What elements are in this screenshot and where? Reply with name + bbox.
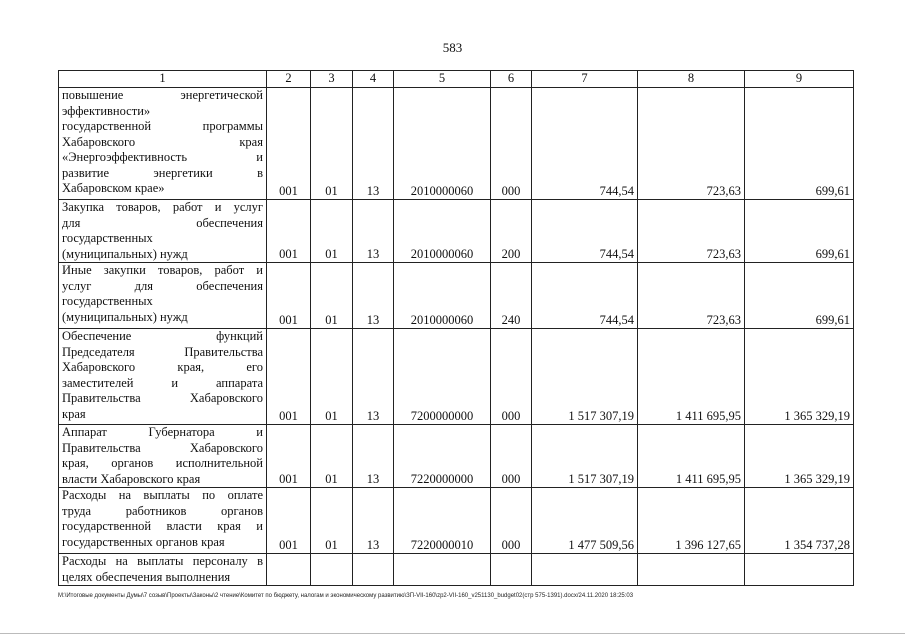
cell-c7: 1 517 307,19	[532, 425, 638, 488]
description-line: Хабаровского края, его	[62, 360, 263, 374]
row-description	[59, 200, 267, 263]
description-line: Расходы на выплаты персоналу в	[62, 554, 263, 568]
cell-c4: 13	[353, 425, 394, 488]
row-description	[59, 425, 267, 488]
cell-c2: 001	[267, 425, 311, 488]
row-description	[59, 554, 267, 586]
description-line: Аппарат Губернатора и	[62, 425, 263, 439]
cell-c3: 01	[311, 88, 353, 200]
cell-c9	[745, 554, 854, 586]
row-description	[59, 329, 267, 425]
table-row	[59, 329, 854, 425]
description-line: Хабаровском крае»	[62, 181, 165, 195]
description-line: государственных	[62, 294, 153, 308]
cell-c3: 01	[311, 200, 353, 263]
cell-c5: 2010000060	[394, 200, 491, 263]
page-edge-rule	[0, 633, 905, 634]
description-line: Обеспечение функций	[62, 329, 263, 343]
cell-c6: 000	[491, 88, 532, 200]
column-header-1: 1	[59, 71, 267, 88]
description-line: (муниципальных) нужд	[62, 309, 188, 324]
description-line: власти Хабаровского края	[62, 471, 201, 486]
description-line: Хабаровского края	[62, 134, 263, 149]
cell-c2: 001	[267, 88, 311, 200]
column-header-5: 5	[394, 71, 491, 88]
cell-c2: 001	[267, 263, 311, 329]
table-row	[59, 554, 854, 586]
file-path-footer: M:\Итоговые документы Думы\7 созыв\Проекты\Законы\2 чтение\Комитет по бюджету, налогам и экономическому развитию\ЗП-VII-160\zp2-VII-160_v251130_budget02(стр 575-1391).docx/24.11.2020 18:25:03	[58, 593, 634, 599]
cell-c5: 7220000010	[394, 488, 491, 554]
description-line: Иные закупки товаров, работ и	[62, 263, 263, 277]
description-line: государственной программы	[62, 119, 263, 133]
table-row	[59, 200, 854, 263]
description-line: Правительства Хабаровского	[62, 440, 263, 455]
description-line: Правительства Хабаровского	[62, 391, 263, 405]
cell-c5	[394, 554, 491, 586]
cell-c5: 2010000060	[394, 88, 491, 200]
cell-c6	[491, 554, 532, 586]
cell-c4: 13	[353, 488, 394, 554]
description-line: повышение энергетической	[62, 88, 263, 102]
description-line: заместителей и аппарата	[62, 375, 263, 390]
cell-c3: 01	[311, 329, 353, 425]
cell-c7: 744,54	[532, 200, 638, 263]
table-row	[59, 263, 854, 329]
cell-c2	[267, 554, 311, 586]
cell-c9: 1 365 329,19	[745, 425, 854, 488]
description-line: государственной власти края и	[62, 519, 263, 533]
cell-c9: 699,61	[745, 200, 854, 263]
row-description	[59, 88, 267, 200]
cell-c8: 723,63	[638, 263, 745, 329]
description-line: Расходы на выплаты по оплате	[62, 488, 263, 502]
cell-c3: 01	[311, 263, 353, 329]
cell-c9: 699,61	[745, 88, 854, 200]
cell-c8: 1 411 695,95	[638, 329, 745, 425]
column-header-8: 8	[638, 71, 745, 88]
cell-c7: 744,54	[532, 263, 638, 329]
cell-c5: 7200000000	[394, 329, 491, 425]
cell-c4: 13	[353, 88, 394, 200]
table-row	[59, 425, 854, 488]
cell-c4	[353, 554, 394, 586]
description-line: целях обеспечения выполнения	[62, 569, 231, 584]
cell-c3: 01	[311, 425, 353, 488]
description-line: Закупка товаров, работ и услуг	[62, 200, 263, 214]
table-row	[59, 488, 854, 554]
description-line: Председателя Правительства	[62, 344, 263, 359]
cell-c3	[311, 554, 353, 586]
column-header-3: 3	[311, 71, 353, 88]
cell-c9: 699,61	[745, 263, 854, 329]
cell-c2: 001	[267, 200, 311, 263]
cell-c8: 723,63	[638, 88, 745, 200]
cell-c7: 1 477 509,56	[532, 488, 638, 554]
table-row	[59, 88, 854, 200]
cell-c8: 1 396 127,65	[638, 488, 745, 554]
cell-c6: 000	[491, 488, 532, 554]
column-header-6: 6	[491, 71, 532, 88]
table-header-row	[59, 71, 854, 88]
row-description	[59, 263, 267, 329]
description-line: края	[62, 406, 86, 421]
cell-c9: 1 354 737,28	[745, 488, 854, 554]
description-line: эффективности»	[62, 103, 151, 118]
page-number: 583	[442, 40, 463, 55]
cell-c6: 000	[491, 329, 532, 425]
description-line: для обеспечения	[62, 215, 263, 230]
cell-c8	[638, 554, 745, 586]
description-line: услуг для обеспечения	[62, 278, 263, 293]
description-line: развитие энергетики в	[62, 165, 263, 180]
cell-c6: 000	[491, 425, 532, 488]
cell-c4: 13	[353, 200, 394, 263]
cell-c7: 1 517 307,19	[532, 329, 638, 425]
cell-c2: 001	[267, 329, 311, 425]
cell-c5: 7220000000	[394, 425, 491, 488]
cell-c2: 001	[267, 488, 311, 554]
cell-c5: 2010000060	[394, 263, 491, 329]
cell-c8: 1 411 695,95	[638, 425, 745, 488]
description-line: государственных	[62, 231, 153, 245]
cell-c4: 13	[353, 263, 394, 329]
cell-c8: 723,63	[638, 200, 745, 263]
column-header-7: 7	[532, 71, 638, 88]
budget-table	[58, 70, 854, 586]
column-header-4: 4	[353, 71, 394, 88]
cell-c6: 200	[491, 200, 532, 263]
cell-c7: 744,54	[532, 88, 638, 200]
cell-c7	[532, 554, 638, 586]
row-description	[59, 488, 267, 554]
description-line: края, органов исполнительной	[62, 456, 263, 470]
cell-c4: 13	[353, 329, 394, 425]
description-line: государственных органов края	[62, 534, 225, 549]
description-line: (муниципальных) нужд	[62, 246, 188, 261]
cell-c6: 240	[491, 263, 532, 329]
description-line: труда работников органов	[62, 503, 263, 518]
description-line: «Энергоэффективность и	[62, 150, 263, 164]
cell-c3: 01	[311, 488, 353, 554]
cell-c9: 1 365 329,19	[745, 329, 854, 425]
column-header-2: 2	[267, 71, 311, 88]
column-header-9: 9	[745, 71, 854, 88]
